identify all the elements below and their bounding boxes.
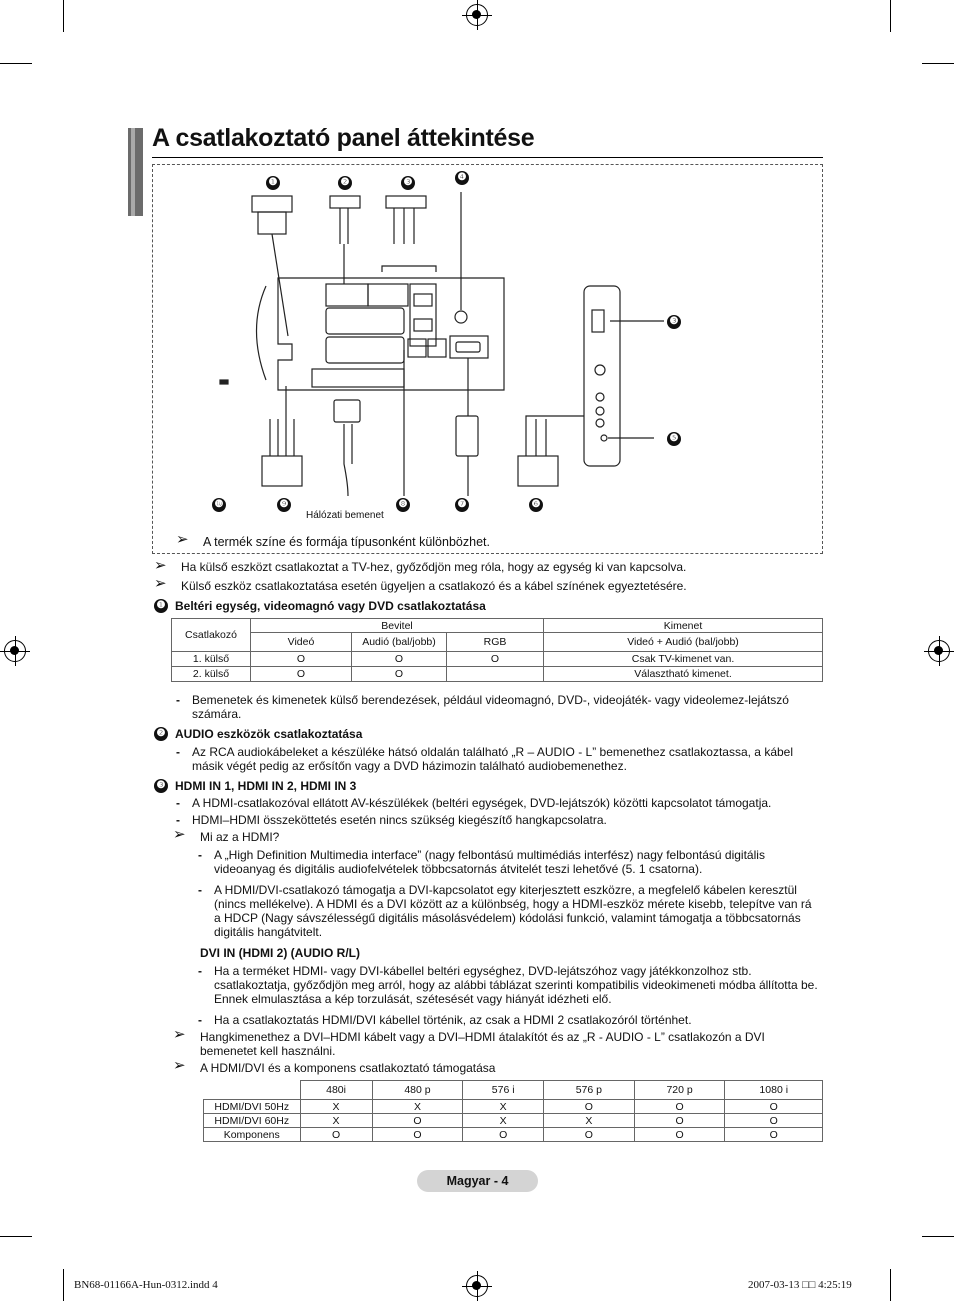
table-cell: X (463, 1100, 544, 1114)
table-cell: O (300, 1128, 372, 1142)
bullet-dash: - (198, 1013, 202, 1027)
bullet-dash: - (176, 796, 180, 810)
table-col-header: Audió (bal/jobb) (352, 633, 447, 652)
table-row (172, 667, 823, 682)
table-col-header: RGB (447, 633, 544, 652)
marker-5: ❺ (667, 432, 681, 446)
bullet-dash: - (198, 964, 202, 978)
table-cell: O (463, 1128, 544, 1142)
audio-cable-plug (330, 196, 360, 208)
note-arrow-icon: ➢ (173, 1057, 186, 1074)
antenna-port (455, 311, 467, 323)
table-row (172, 652, 823, 667)
marker-4: ❹ (455, 171, 469, 185)
scart-table (171, 618, 823, 682)
note-text: Mi az a HDMI? (200, 830, 280, 844)
scart-cable (272, 234, 288, 336)
section-number: ❶ (154, 599, 168, 613)
hdmi-cable-plug (386, 196, 426, 208)
table-row (204, 1128, 823, 1142)
bullet-text: Bemenetek és kimenetek külső berendezések, például videomagnó, DVD-, videojáték- vagy videolemez-lejátszó számára. (192, 693, 789, 721)
marker-2: ❷ (338, 176, 352, 190)
scart-cable-plug (258, 212, 286, 234)
table-cell: O (725, 1100, 823, 1114)
table-cell: O (543, 1100, 634, 1114)
table-col-header: 576 p (543, 1081, 634, 1100)
scart-1-port (326, 308, 404, 334)
note-arrow-icon: ➢ (154, 557, 167, 574)
table-cell: O (372, 1128, 463, 1142)
table-cell: X (463, 1114, 544, 1128)
table-cell: O (634, 1114, 725, 1128)
hdmi-1-port (414, 294, 432, 306)
table-cell: O (634, 1100, 725, 1114)
side-headphone-port (601, 435, 607, 441)
side-av-cable-leader (526, 416, 584, 419)
table-group-header: Kimenet (544, 619, 823, 633)
table-cell: 2. külső (172, 667, 251, 682)
table-cell: HDMI/DVI 50Hz (204, 1100, 301, 1114)
bullet-dash: - (176, 693, 180, 707)
table-cell: O (447, 652, 544, 667)
table-cell: O (352, 667, 447, 682)
crop-mark (63, 1269, 64, 1301)
table-corner (204, 1081, 301, 1100)
crop-mark (922, 63, 954, 64)
marker-3: ❸ (401, 176, 415, 190)
title-rule (152, 157, 823, 158)
note-arrow-icon: ➢ (173, 1026, 186, 1043)
file-slug: BN68-01166A-Hun-0312.indd 4 (74, 1279, 218, 1291)
bullet-dash: - (198, 883, 202, 897)
table-col-header: 480i (300, 1081, 372, 1100)
panel-curve (257, 286, 267, 380)
side-av-cable-plug (518, 456, 558, 486)
marker-7: ❼ (455, 498, 469, 512)
connection-panel-diagram (152, 164, 823, 554)
table-cell: Komponens (204, 1128, 301, 1142)
bullet-dash: - (176, 745, 180, 759)
side-audio-l-port (596, 407, 604, 415)
side-video-port (596, 393, 604, 401)
table-cell: O (251, 667, 352, 682)
note-arrow-icon: ➢ (176, 531, 189, 548)
power-cable (344, 424, 352, 496)
scart-cable-plug (252, 196, 292, 212)
side-hdmi-3-port (592, 310, 604, 332)
component-bottom-ports (312, 369, 404, 387)
scart-2-port (326, 337, 404, 363)
power-input-label: Hálózati bemenet (306, 510, 384, 521)
note-arrow-icon: ➢ (154, 575, 167, 592)
crop-mark (922, 1236, 954, 1237)
pc-cable-plug (456, 416, 478, 456)
table-cell: 1. külső (172, 652, 251, 667)
date-slug: 2007-03-13 □□ 4:25:19 (748, 1279, 852, 1291)
hdmi-cable-leader (382, 266, 436, 272)
section-heading: Beltéri egység, videomagnó vagy DVD csatlakoztatása (175, 599, 486, 613)
note-text: Ha külső eszközt csatlakoztat a TV-hez, győződjön meg róla, hogy az egység ki van kapcsolva. (181, 560, 687, 574)
crop-mark (63, 0, 64, 32)
service-port (408, 339, 426, 357)
crop-mark (0, 63, 32, 64)
section-number: ❸ (154, 779, 168, 793)
bullet-text: Az RCA audiokábeleket a készüléke hátsó oldalán található „R – AUDIO - L” bemenethez csatlakoztassa, a kábel másik végét pedig az erősítőn vagy a DVD házimozin található audiobemenethez. (192, 745, 794, 773)
bullet-text: A HDMI-csatlakozóval ellátott AV-készülékek (beltéri egységek, DVD-lejátszók) közötti kapcsolatot támogatja. (192, 796, 772, 810)
marker-8: ❽ (396, 498, 410, 512)
side-panel (584, 286, 620, 466)
component-cable-plug (262, 456, 302, 486)
page-number-badge: Magyar - 4 (417, 1170, 538, 1192)
hdmi-2-port (414, 319, 432, 331)
pc-dsub-port (456, 342, 480, 352)
audio-out-port (428, 339, 446, 357)
table-col-header: 576 i (463, 1081, 544, 1100)
note-text: Külső eszköz csatlakoztatása esetén ügyeljen a csatlakozó és a kábel színének egyeztetésére. (181, 579, 687, 593)
table-cell: HDMI/DVI 60Hz (204, 1114, 301, 1128)
section-number: ❷ (154, 727, 168, 741)
bullet-dash: - (176, 813, 180, 827)
table-col-header: 1080 i (725, 1081, 823, 1100)
note-arrow-icon: ➢ (173, 826, 186, 843)
table-cell: O (543, 1128, 634, 1142)
bullet-text: Ha a terméket HDMI- vagy DVI-kábellel beltéri egységhez, DVD-lejátszóhoz vagy játékkonzolhoz stb. csatlakoztatja, győződjön meg arról, hogy az alábbi táblázat szerinti kompatibilis videokimeneti módba állította be. Ennek elmulasztása a kép torzulását, szétesését vagy hiányát idézheti elő. (214, 964, 818, 1006)
table-cell: O (352, 652, 447, 667)
crop-mark (890, 1269, 891, 1301)
bullet-text: A „High Definition Multimedia interface” (nagy felbontású multimédiás interfész) nagy felbontású digitális videoanyag és digitális audiofelvételek többcsatornás átvitelét teszi lehetővé (5. 1 csatorna). (214, 848, 765, 876)
registration-mark-icon (4, 640, 26, 662)
crop-mark (0, 1236, 32, 1237)
table-cell: X (372, 1100, 463, 1114)
registration-mark-icon (466, 4, 488, 26)
bullet-text: A HDMI/DVI-csatlakozó támogatja a DVI-kapcsolatot egy kiterjesztett eszközre, a megfelelő kábelen keresztül (nincs mellékelve). A HDMI és a DVI között az a különbség, hogy a HDMI-eszköz mérete kisebb, telepítve van rá a HDCP (Nagy sávszélességű digitális másolásvédelem) kódolási funkció, valamint támogatja a többcsatornás digitális hangátvitelt. (214, 883, 812, 939)
table-group-header: Bevitel (251, 619, 544, 633)
table-cell: O (725, 1114, 823, 1128)
diagram-note: A termék színe és formája típusonként különbözhet. (203, 535, 490, 549)
table-cell: O (725, 1128, 823, 1142)
note-text: A HDMI/DVI és a komponens csatlakoztató támogatása (200, 1061, 496, 1075)
component-port-group (368, 284, 408, 306)
side-s-video-port (595, 365, 605, 375)
resolution-support-table (203, 1080, 823, 1142)
marker-10: ❿ (212, 498, 226, 512)
table-cell: Csak TV-kimenet van. (544, 652, 823, 667)
bullet-text: Ha a csatlakoztatás HDMI/DVI kábellel történik, az csak a HDMI 2 csatlakozóról történhet. (214, 1013, 692, 1027)
table-col-header: Videó + Audió (bal/jobb) (544, 633, 823, 652)
table-cell: X (543, 1114, 634, 1128)
table-col-header: Videó (251, 633, 352, 652)
section-heading: HDMI IN 1, HDMI IN 2, HDMI IN 3 (175, 779, 357, 793)
title-accent-bar (131, 128, 135, 216)
note-text: Hangkimenethez a DVI–HDMI kábelt vagy a DVI–HDMI átalakítót és az „R - AUDIO - L” csatlakozón a DVI bemenetet kell használni. (200, 1030, 765, 1058)
audio-port-group (326, 284, 368, 306)
crop-mark (890, 0, 891, 32)
section-heading: AUDIO eszközök csatlakoztatása (175, 727, 363, 741)
table-cell: O (634, 1128, 725, 1142)
table-col-header: 480 p (372, 1081, 463, 1100)
power-socket (334, 400, 360, 422)
table-cell (447, 667, 544, 682)
table-cell: X (300, 1114, 372, 1128)
table-corner: Csatlakozó (172, 619, 251, 652)
marker-6: ❻ (529, 498, 543, 512)
bullet-dash: - (198, 848, 202, 862)
hdmi-port-group (410, 284, 436, 346)
table-cell: O (251, 652, 352, 667)
anti-theft-lock (220, 380, 228, 384)
table-row (204, 1114, 823, 1128)
table-cell: O (372, 1114, 463, 1128)
table-col-header: 720 p (634, 1081, 725, 1100)
table-cell: X (300, 1100, 372, 1114)
marker-1: ❶ (266, 176, 280, 190)
marker-9: ❾ (277, 498, 291, 512)
page-title: A csatlakoztató panel áttekintése (152, 124, 535, 152)
marker-3-side: ❸ (667, 315, 681, 329)
subsection-heading: DVI IN (HDMI 2) (AUDIO R/L) (200, 946, 360, 960)
side-audio-r-port (596, 419, 604, 427)
bullet-text: HDMI–HDMI összeköttetés esetén nincs szükség kiegészítő hangkapcsolatra. (192, 813, 607, 827)
registration-mark-icon (928, 640, 950, 662)
table-cell: Választható kimenet. (544, 667, 823, 682)
table-row (204, 1100, 823, 1114)
registration-mark-icon (466, 1275, 488, 1297)
